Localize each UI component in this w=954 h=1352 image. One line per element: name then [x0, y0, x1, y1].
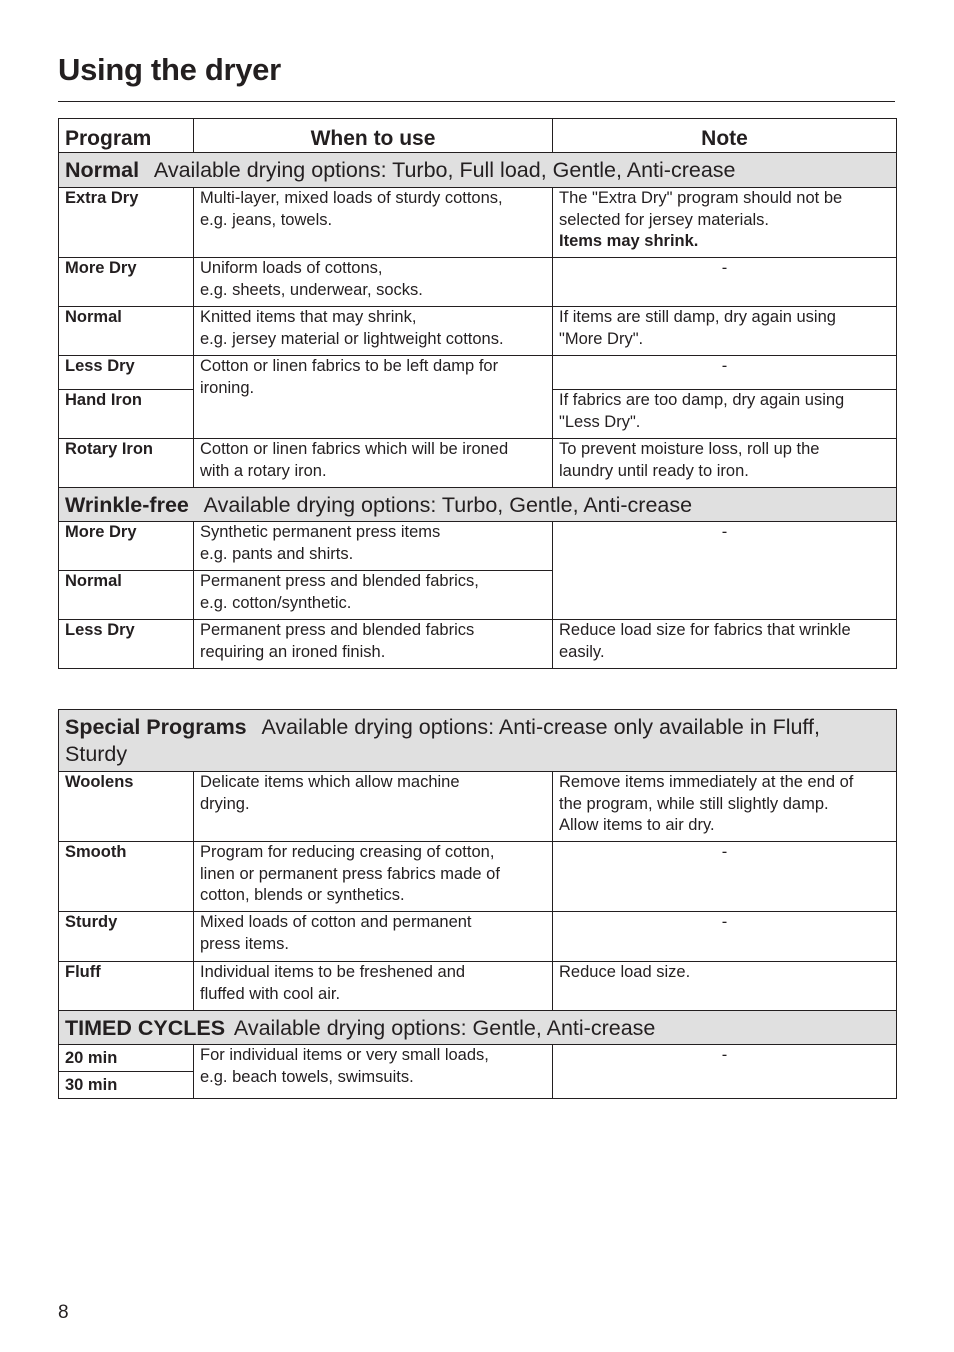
title-divider: [58, 101, 895, 102]
when-wf-more-dry: Synthetic permanent press items e.g. pants and shirts.: [194, 522, 553, 571]
note-warning: Items may shrink.: [559, 232, 699, 250]
header-note: Note: [553, 119, 897, 153]
program-less-dry: Less Dry: [59, 356, 194, 390]
note-more-dry: -: [553, 258, 897, 307]
note-rotary-iron: To prevent moisture loss, roll up the laundry until ready to iron.: [553, 439, 897, 488]
section-normal-options: Available drying options: Turbo, Full load, Gentle, Anti-crease: [153, 158, 736, 182]
program-30-min: 30 min: [59, 1072, 194, 1099]
program-extra-dry: Extra Dry: [59, 188, 194, 258]
when-smooth: Program for reducing creasing of cotton, linen or permanent press fabrics made of cotton, blends or synthetics.: [194, 842, 553, 912]
when-extra-dry: Multi-layer, mixed loads of sturdy cottons, e.g. jeans, towels.: [194, 188, 553, 258]
program-normal: Normal: [59, 307, 194, 356]
section-wrinkle-free: [59, 488, 897, 522]
note-normal: If items are still damp, dry again using "More Dry".: [553, 307, 897, 356]
section-timed-name: TIMED CYCLES: [65, 1016, 226, 1040]
section-special-options-cont: Sturdy: [65, 742, 128, 766]
when-woolens: Delicate items which allow machine drying.: [194, 772, 553, 842]
program-hand-iron: Hand Iron: [59, 390, 194, 439]
note-extra-dry: The "Extra Dry" program should not be selected for jersey materials. Items may shrink.: [553, 188, 897, 258]
special-programs-table: [58, 709, 897, 1099]
section-special-options: Available drying options: Anti-crease only available in Fluff,: [261, 715, 820, 739]
page-number: 8: [58, 1302, 69, 1323]
program-rotary-iron: Rotary Iron: [59, 439, 194, 488]
when-timed: For individual items or very small loads, e.g. beach towels, swimsuits.: [194, 1045, 553, 1099]
section-special-programs: [59, 710, 897, 772]
page-title: Using the dryer: [58, 52, 281, 87]
note-smooth: -: [553, 842, 897, 912]
programs-table: [58, 118, 897, 669]
when-fluff: Individual items to be freshened and fluffed with cool air.: [194, 962, 553, 1011]
note-woolens: Remove items immediately at the end of the program, while still slightly damp. Allow items to air dry.: [553, 772, 897, 842]
program-20-min: 20 min: [59, 1045, 194, 1072]
program-sturdy: Sturdy: [59, 912, 194, 962]
program-fluff: Fluff: [59, 962, 194, 1011]
section-timed-options: Available drying options: Gentle, Anti-crease: [233, 1016, 656, 1040]
note-wf-more-dry-normal: -: [553, 522, 897, 620]
section-wrinkle-free-name: Wrinkle-free: [65, 493, 189, 517]
when-wf-less-dry: Permanent press and blended fabrics requiring an ironed finish.: [194, 620, 553, 669]
program-smooth: Smooth: [59, 842, 194, 912]
when-wf-normal: Permanent press and blended fabrics, e.g. cotton/synthetic.: [194, 571, 553, 620]
note-sturdy: -: [553, 912, 897, 962]
program-woolens: Woolens: [59, 772, 194, 842]
when-sturdy: Mixed loads of cotton and permanent press items.: [194, 912, 553, 962]
when-more-dry: Uniform loads of cottons, e.g. sheets, underwear, socks.: [194, 258, 553, 307]
when-rotary-iron: Cotton or linen fabrics which will be ironed with a rotary iron.: [194, 439, 553, 488]
section-normal-name: Normal: [65, 158, 140, 182]
note-wf-less-dry: Reduce load size for fabrics that wrinkle easily.: [553, 620, 897, 669]
section-wrinkle-free-options: Available drying options: Turbo, Gentle, Anti-crease: [203, 493, 693, 517]
program-more-dry: More Dry: [59, 258, 194, 307]
when-normal: Knitted items that may shrink, e.g. jersey material or lightweight cottons.: [194, 307, 553, 356]
section-timed-cycles: [59, 1011, 897, 1045]
program-wf-less-dry: Less Dry: [59, 620, 194, 669]
when-less-dry-hand-iron: Cotton or linen fabrics to be left damp for ironing.: [194, 356, 553, 439]
header-when-to-use: When to use: [194, 119, 553, 153]
note-fluff: Reduce load size.: [553, 962, 897, 1011]
program-wf-normal: Normal: [59, 571, 194, 620]
note-timed: -: [553, 1045, 897, 1099]
header-program: Program: [59, 119, 194, 153]
program-wf-more-dry: More Dry: [59, 522, 194, 571]
note-hand-iron: If fabrics are too damp, dry again using "Less Dry".: [553, 390, 897, 439]
note-less-dry: -: [553, 356, 897, 390]
section-normal: [59, 153, 897, 188]
section-special-name: Special Programs: [65, 715, 247, 739]
